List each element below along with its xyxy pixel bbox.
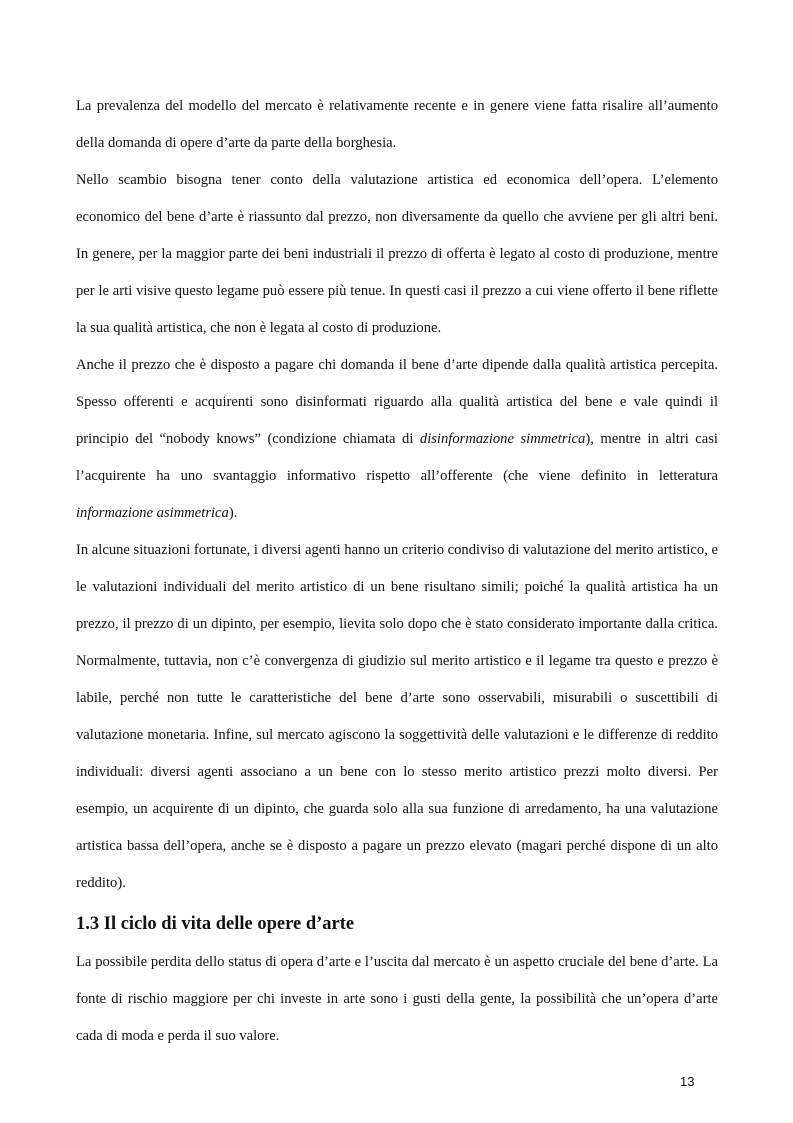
paragraph-1-text: La prevalenza del modello del mercato è relativamente recente e in genere viene fatta risalire all’aumento della domanda di opere d’arte da parte della borghesia. xyxy=(76,98,718,151)
paragraph-1 xyxy=(76,88,718,162)
paragraph-3-text-a: Anche il prezzo che è disposto a pagare chi domanda il bene d’arte dipende dalla qualità artistica percepita. Spesso offerenti e acquirenti sono disinformati riguardo alla qualità artistica del bene e vale quindi il principio del “nobody knows” (condizione chiamata di xyxy=(76,357,718,447)
paragraph-4 xyxy=(76,532,718,902)
section-heading: 1.3 Il ciclo di vita delle opere d’arte xyxy=(76,914,355,934)
paragraph-2 xyxy=(76,162,718,347)
paragraph-3-term-simmetrica: disinformazione simmetrica xyxy=(419,431,586,447)
page-number: 13 xyxy=(680,1074,695,1089)
paragraph-2-text: Nello scambio bisogna tener conto della valutazione artistica ed economica dell’opera. L’elemento economico del bene d’arte è riassunto dal prezzo, non diversamente da quello che avviene per gli altri beni. In genere, per la maggior parte dei beni industriali il prezzo di offerta è legato al costo di produzione, mentre per le arti visive questo legame può essere più tenue. In questi casi il prezzo a cui viene offerto il bene riflette la sua qualità artistica, che non è legata al costo di produzione. xyxy=(76,172,718,336)
section-paragraph-1-text: La possibile perdita dello status di opera d’arte e l’uscita dal mercato è un aspetto cruciale del bene d’arte. La fonte di rischio maggiore per chi investe in arte sono i gusti della gente, la possibilità che un’opera d’arte cada di moda e perda il suo valore. xyxy=(76,954,718,1044)
paragraph-3 xyxy=(76,347,718,532)
page-body xyxy=(76,88,718,1055)
paragraph-4-text: In alcune situazioni fortunate, i diversi agenti hanno un criterio condiviso di valutazione del merito artistico, e le valutazioni individuali del merito artistico di un bene risultano simili; poiché la qualità artistica ha un prezzo, il prezzo di un dipinto, per esempio, lievita solo dopo che è stato considerato importante dalla critica. Normalmente, tuttavia, non c’è convergenza di giudizio sul merito artistico e il legame tra questo e prezzo è labile, perché non tutte le caratteristiche del bene d’arte sono osservabili, misurabili o suscettibili di valutazione monetaria. Infine, sul mercato agiscono la soggettività delle valutazioni e le differenze di reddito individuali: diversi agenti associano a un bene con lo stesso merito artistico prezzi molto diversi. Per esempio, un acquirente di un dipinto, che guarda solo alla sua funzione di arredamento, ha una valutazione artistica bassa dell’opera, anche se è disposto a pagare un prezzo elevato (magari perché dispone di un alto reddito). xyxy=(76,542,718,891)
paragraph-3-text-b: ), mentre in altri casi l’acquirente ha uno svantaggio informativo rispetto all’offerente (che viene definito in letteratura xyxy=(76,431,718,484)
paragraph-3-text-c: ). xyxy=(228,505,238,521)
paragraph-3-term-asimmetrica: informazione asimmetrica xyxy=(76,505,229,521)
section-paragraph-1 xyxy=(76,944,718,1055)
